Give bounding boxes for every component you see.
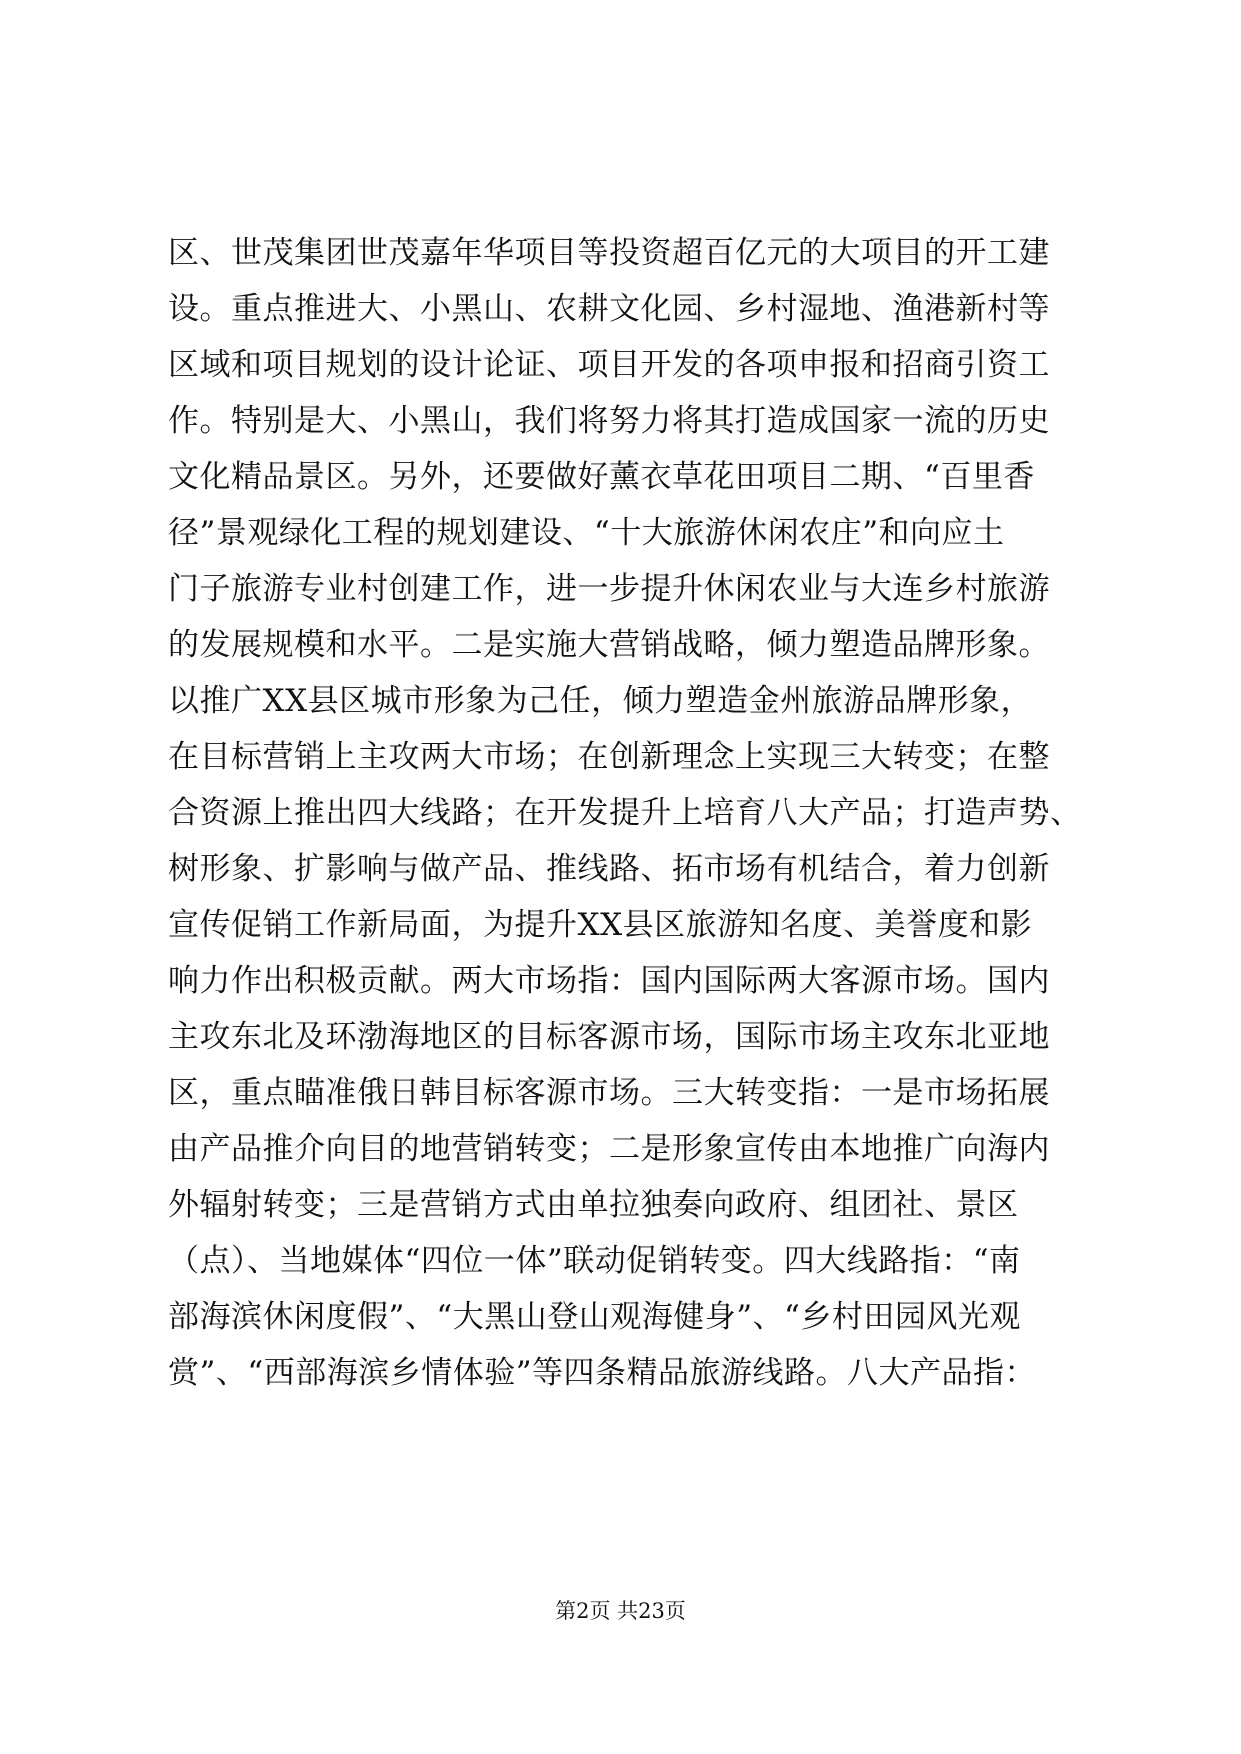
text-line: 赏”、“西部海滨乡情体验”等四条精品旅游线路。八大产品指： — [168, 1355, 1037, 1391]
text-line: 宣传促销工作新局面，为提升XX县区旅游知名度、美誉度和影 — [168, 907, 1033, 943]
text-line: 区域和项目规划的设计论证、项目开发的各项申报和招商引资工 — [168, 347, 1050, 383]
text-line: 外辐射转变；三是营销方式由单拉独奏向政府、组团社、景区 — [168, 1187, 1019, 1223]
text-line: 门子旅游专业村创建工作，进一步提升休闲农业与大连乡村旅游 — [168, 571, 1050, 607]
text-line: 合资源上推出四大线路；在开发提升上培育八大产品；打造声势、 — [168, 795, 1082, 831]
text-line: 树形象、扩影响与做产品、推线路、拓市场有机结合，着力创新 — [168, 851, 1050, 887]
text-line: 作。特别是大、小黑山，我们将努力将其打造成国家一流的历史 — [168, 403, 1050, 439]
text-line: 径”景观绿化工程的规划建设、“十大旅游休闲农庄”和向应土 — [168, 515, 1005, 551]
text-line: 区、世茂集团世茂嘉年华项目等投资超百亿元的大项目的开工建 — [168, 235, 1050, 271]
text-line: 由产品推介向目的地营销转变；二是形象宣传由本地推广向海内 — [168, 1131, 1050, 1167]
text-line: 以推广XX县区城市形象为己任，倾力塑造金州旅游品牌形象， — [168, 683, 1033, 719]
text-line: 主攻东北及环渤海地区的目标客源市场，国际市场主攻东北亚地 — [168, 1019, 1050, 1055]
text-line: 的发展规模和水平。二是实施大营销战略，倾力塑造品牌形象。 — [168, 627, 1050, 663]
text-line: 在目标营销上主攻两大市场；在创新理念上实现三大转变；在整 — [168, 739, 1050, 775]
text-line: 响力作出积极贡献。两大市场指：国内国际两大客源市场。国内 — [168, 963, 1050, 999]
text-line: 部海滨休闲度假”、“大黑山登山观海健身”、“乡村田园风光观 — [168, 1299, 1021, 1335]
body-text — [168, 225, 1088, 1401]
text-line: （点）、当地媒体“四位一体”联动促销转变。四大线路指：“南 — [168, 1243, 1021, 1279]
text-line: 文化精品景区。另外，还要做好薰衣草花田项目二期、“百里香 — [168, 459, 1035, 495]
text-line: 区，重点瞄准俄日韩目标客源市场。三大转变指：一是市场拓展 — [168, 1075, 1050, 1111]
page-footer: 第2页 共23页 — [555, 1599, 686, 1623]
text-line: 设。重点推进大、小黑山、农耕文化园、乡村湿地、渔港新村等 — [168, 291, 1050, 327]
